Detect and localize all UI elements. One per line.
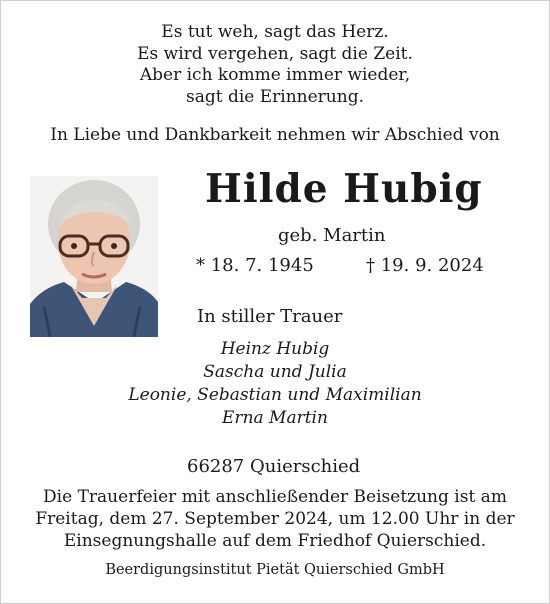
mourners-list xyxy=(100,338,450,430)
poem xyxy=(0,22,550,108)
funeral-line: Die Trauerfeier mit anschließender Beisetzung ist am xyxy=(43,487,507,507)
funeral-line: Freitag, dem 27. September 2024, um 12.00 Uhr in der xyxy=(35,509,515,529)
maiden-name: geb. Martin xyxy=(278,225,386,246)
deceased-name: Hilde Hubig xyxy=(205,166,483,212)
undertaker: Beerdigungsinstitut Pietät Quierschied GmbH xyxy=(105,562,445,578)
intro-text: In Liebe und Dankbarkeit nehmen wir Abschied von xyxy=(50,125,500,145)
mourner-entry: Erna Martin xyxy=(222,408,328,428)
birth-date: * 18. 7. 1945 xyxy=(196,255,314,276)
mourner-entry: Leonie, Sebastian und Maximilian xyxy=(128,385,422,405)
poem-line: Es wird vergehen, sagt die Zeit. xyxy=(137,43,413,64)
mourning-label: In stiller Trauer xyxy=(197,306,343,327)
place: 66287 Quierschied xyxy=(187,456,361,477)
funeral-line: Einsegnungshalle auf dem Friedhof Quierschied. xyxy=(63,531,487,551)
funeral-notice xyxy=(0,486,550,552)
mourner-entry: Sascha und Julia xyxy=(203,362,347,382)
poem-line: sagt die Erinnerung. xyxy=(185,86,364,107)
portrait-photo xyxy=(30,176,158,337)
death-date: † 19. 9. 2024 xyxy=(366,255,484,276)
mourner-entry: Heinz Hubig xyxy=(220,339,330,359)
poem-line: Es tut weh, sagt das Herz. xyxy=(161,22,389,42)
poem-line: Aber ich komme immer wieder, xyxy=(139,65,411,85)
